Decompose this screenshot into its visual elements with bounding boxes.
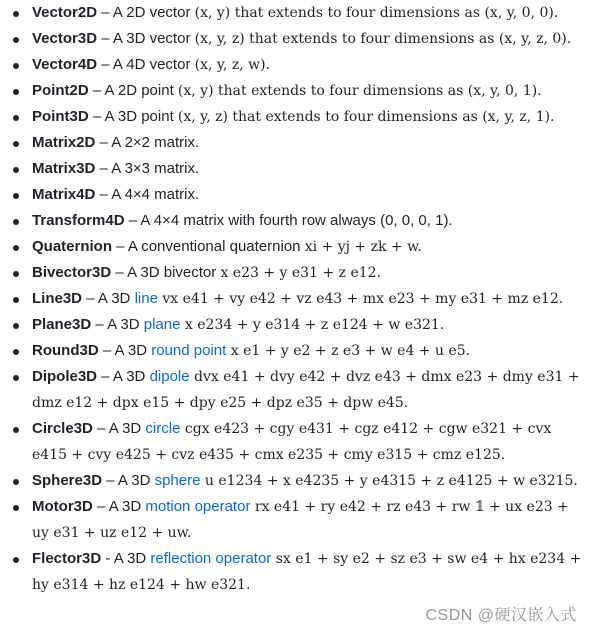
type-name: Matrix4D bbox=[32, 186, 96, 203]
list-item bbox=[0, 364, 591, 416]
list-item bbox=[0, 208, 591, 234]
formula: (x, y, z) that extends to four dimensions as (x, y, z, 1). bbox=[177, 109, 555, 125]
separator: – bbox=[82, 290, 98, 307]
separator: – bbox=[88, 82, 105, 99]
formula: (x, y, z) that extends to four dimensions as (x, y, z, 0). bbox=[194, 31, 572, 47]
list-item bbox=[0, 546, 591, 598]
list-item bbox=[0, 26, 591, 52]
description: A 3D bbox=[114, 342, 152, 359]
list-item bbox=[0, 182, 591, 208]
separator: – bbox=[97, 368, 113, 385]
list-item bbox=[0, 156, 591, 182]
description: A 2×2 matrix. bbox=[111, 134, 200, 151]
description: A 2D vector bbox=[112, 4, 195, 21]
type-name: Transform4D bbox=[32, 212, 125, 229]
formula: (x, y) that extends to four dimensions as (x, y, 0, 0). bbox=[194, 5, 559, 21]
formula: xi + yj + zk + w. bbox=[304, 239, 422, 255]
list-item bbox=[0, 234, 591, 260]
bullet-icon bbox=[13, 271, 19, 277]
list-item bbox=[0, 260, 591, 286]
list-item bbox=[0, 468, 591, 494]
list-item bbox=[0, 0, 591, 26]
term-link[interactable]: reflection operator bbox=[150, 550, 272, 567]
description: A 3D bbox=[113, 550, 151, 567]
list-item bbox=[0, 52, 591, 78]
bullet-icon bbox=[13, 297, 19, 303]
type-name: Vector4D bbox=[32, 56, 98, 73]
bullet-icon bbox=[13, 115, 19, 121]
term-link[interactable]: round point bbox=[151, 342, 227, 359]
separator: – bbox=[97, 4, 113, 21]
separator: – bbox=[112, 238, 128, 255]
bullet-icon bbox=[13, 505, 19, 511]
bullet-icon bbox=[13, 63, 19, 69]
type-name: Dipole3D bbox=[32, 368, 98, 385]
bullet-icon bbox=[13, 167, 19, 173]
separator: - bbox=[101, 550, 114, 567]
term-link[interactable]: line bbox=[134, 290, 158, 307]
description: A 4D vector bbox=[112, 56, 195, 73]
bullet-icon bbox=[13, 479, 19, 485]
formula: rx e41 + ry e42 + rz e43 + rw 𝟙 + ux e23 + uy e31 + uz e12 + uw. bbox=[32, 499, 569, 541]
separator: – bbox=[111, 264, 128, 281]
type-name: Flector3D bbox=[32, 550, 102, 567]
separator: – bbox=[95, 134, 112, 151]
term-link[interactable]: sphere bbox=[154, 472, 201, 489]
separator: – bbox=[88, 108, 105, 125]
csdn-watermark: CSDN @硬汉嵌入式 bbox=[425, 607, 577, 624]
bullet-icon bbox=[13, 11, 19, 17]
list-item bbox=[0, 130, 591, 156]
formula: vx e41 + vy e42 + vz e43 + mx e23 + my e31 + mz e12. bbox=[157, 291, 564, 307]
separator: – bbox=[92, 420, 109, 437]
type-name: Motor3D bbox=[32, 498, 93, 515]
description: A 3D bbox=[108, 420, 146, 437]
term-link[interactable]: dipole bbox=[149, 368, 190, 385]
list-item bbox=[0, 494, 591, 546]
list-item bbox=[0, 312, 591, 338]
description: A 3D bbox=[107, 316, 144, 333]
type-name: Vector2D bbox=[32, 4, 98, 21]
formula: dvx e41 + dvy e42 + dvz e43 + dmx e23 + dmy e31 + dmz e12 + dpx e15 + dpy e25 + dpz e35 + dpw e45. bbox=[32, 369, 580, 411]
type-name: Round3D bbox=[32, 342, 99, 359]
list-item bbox=[0, 338, 591, 364]
formula: cgx e423 + cgy e431 + cgz e412 + cgw e321 + cvx e415 + cvy e425 + cvz e435 + cmx e235 + cmy e315 + cmz e125. bbox=[32, 421, 552, 463]
formula: (x, y, z, w). bbox=[194, 57, 270, 73]
description: A 3D bbox=[108, 498, 146, 515]
type-name: Point2D bbox=[32, 82, 89, 99]
separator: – bbox=[98, 342, 115, 359]
separator: – bbox=[97, 56, 113, 73]
description: A 3D bivector bbox=[127, 264, 221, 281]
formula: u e1234 + x e4235 + y e4315 + z e4125 + w e3215. bbox=[200, 473, 578, 489]
description: A 4×4 matrix. bbox=[111, 186, 200, 203]
type-name: Bivector3D bbox=[32, 264, 112, 281]
formula: (x, y) that extends to four dimensions as (x, y, 0, 1). bbox=[177, 83, 542, 99]
bullet-icon bbox=[13, 193, 19, 199]
type-name: Plane3D bbox=[32, 316, 92, 333]
separator: – bbox=[95, 160, 112, 177]
type-name: Quaternion bbox=[32, 238, 113, 255]
formula: sx e1 + sy e2 + sz e3 + sw e4 + hx e234 + hy e314 + hz e124 + hw e321. bbox=[32, 551, 582, 593]
bullet-icon bbox=[13, 141, 19, 147]
formula: x e23 + y e31 + z e12. bbox=[220, 265, 381, 281]
bullet-icon bbox=[13, 89, 19, 95]
separator: – bbox=[97, 30, 113, 47]
description: A 4×4 matrix with fourth row always (0, 0, 0, 1). bbox=[140, 212, 453, 229]
formula: x e234 + y e314 + z e124 + w e321. bbox=[180, 317, 445, 333]
type-name: Matrix2D bbox=[32, 134, 96, 151]
type-name: Line3D bbox=[32, 290, 83, 307]
description: A 3×3 matrix. bbox=[111, 160, 200, 177]
description: A 2D point bbox=[104, 82, 178, 99]
separator: – bbox=[102, 472, 118, 489]
term-link[interactable]: plane bbox=[143, 316, 181, 333]
separator: – bbox=[91, 316, 108, 333]
bullet-icon bbox=[13, 219, 19, 225]
separator: – bbox=[124, 212, 141, 229]
bullet-icon bbox=[13, 349, 19, 355]
bullet-icon bbox=[13, 375, 19, 381]
term-link[interactable]: motion operator bbox=[145, 498, 251, 515]
separator: – bbox=[95, 186, 112, 203]
bullet-icon bbox=[13, 557, 19, 563]
description: A 3D point bbox=[104, 108, 178, 125]
type-name: Matrix3D bbox=[32, 160, 96, 177]
description: A 3D vector bbox=[112, 30, 195, 47]
list-item bbox=[0, 104, 591, 130]
bullet-icon bbox=[13, 37, 19, 43]
description: A 3D bbox=[112, 368, 150, 385]
formula: x e1 + y e2 + z e3 + w e4 + u e5. bbox=[226, 343, 471, 359]
bullet-icon bbox=[13, 323, 19, 329]
list-item bbox=[0, 286, 591, 312]
type-name: Point3D bbox=[32, 108, 89, 125]
description: A 3D bbox=[97, 290, 135, 307]
type-name: Vector3D bbox=[32, 30, 98, 47]
bullet-icon bbox=[13, 245, 19, 251]
description: A conventional quaternion bbox=[127, 238, 305, 255]
list-item bbox=[0, 78, 591, 104]
type-name: Sphere3D bbox=[32, 472, 103, 489]
description: A 3D bbox=[117, 472, 155, 489]
bullet-icon bbox=[13, 427, 19, 433]
separator: – bbox=[92, 498, 109, 515]
term-link[interactable]: circle bbox=[145, 420, 181, 437]
type-name: Circle3D bbox=[32, 420, 93, 437]
list-item bbox=[0, 416, 591, 468]
